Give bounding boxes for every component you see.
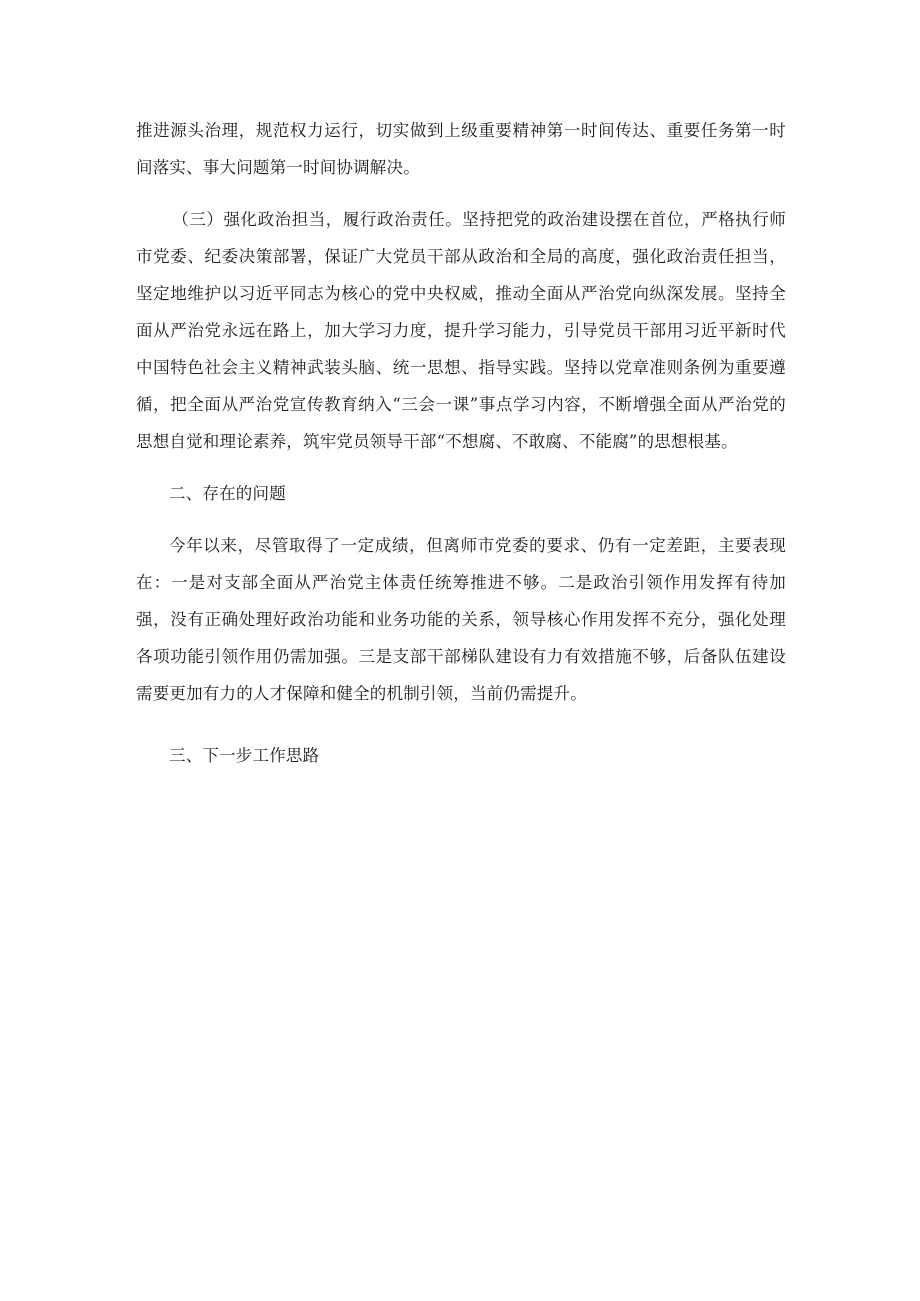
- heading-next-steps: 三、下一步工作思路: [169, 746, 320, 765]
- paragraph-problems: 今年以来，尽管取得了一定成绩，但离师市党委的要求、仍有一定差距，主要表现在：一是对支部全面从严治党主体责任统筹推进不够。二是政治引领作用发挥有待加强，没有正确处理好政治功能和业务功能的关系，领导核心作用发挥不充分，强化处理各项功能引领作用仍需加强。三是支部干部梯队建设有力有效措施不够，后备队伍建设需要更加有力的人才保障和健全的机制引领，当前仍需提升。: [136, 536, 786, 703]
- heading-existing-problems: 二、存在的问题: [169, 484, 286, 503]
- document-body: [136, 112, 786, 789]
- paragraph-continuation: 推进源头治理，规范权力运行，切实做到上级重要精神第一时间传达、重要任务第一时间落实、事大问题第一时间协调解决。: [136, 121, 786, 177]
- paragraph-section-three: （三）强化政治担当，履行政治责任。坚持把党的政治建设摆在首位，严格执行师市党委、纪委决策部署，保证广大党员干部从政治和全局的高度，强化政治责任担当，坚定地维护以习近平同志为核心的党中央权威，推动全面从严治党向纵深发展。坚持全面从严治党永远在路上，加大学习力度，提升学习能力，引导党员干部用习近平新时代中国特色社会主义精神武装头脑、统一思想、指导实践。坚持以党章准则条例为重要遵循，把全面从严治党宣传教育纳入“三会一课”事点学习内容，不断增强全面从严治党的思想自觉和理论素养，筑牢党员领导干部“不想腐、不敢腐、不能腐”的思想根基。: [136, 210, 786, 451]
